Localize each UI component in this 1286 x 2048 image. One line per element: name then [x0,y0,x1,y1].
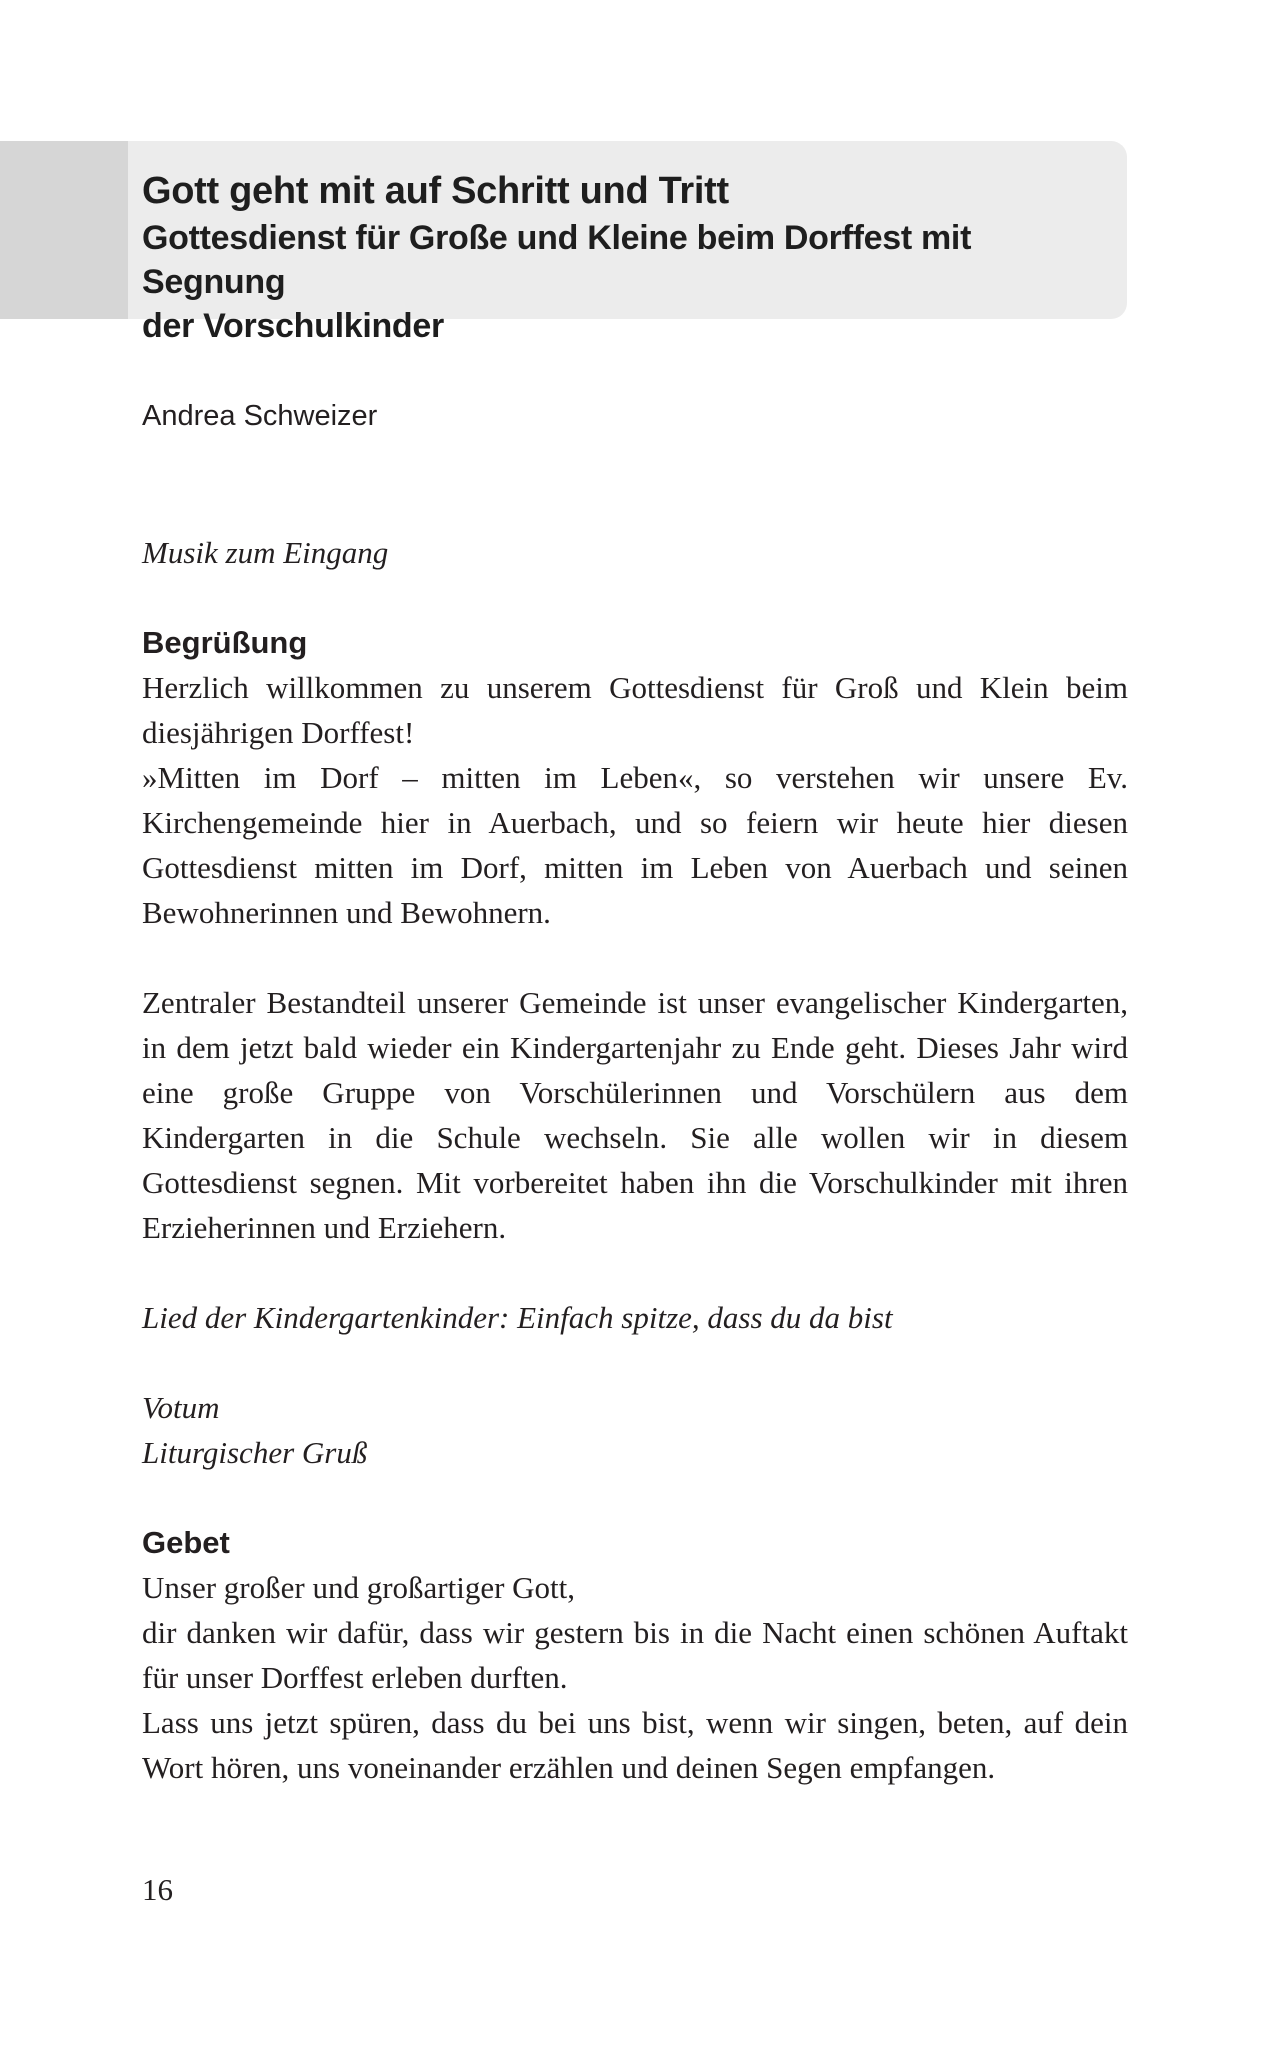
page-subtitle-line-2: der Vorschulkinder [142,307,444,345]
author-name: Andrea Schweizer [142,400,378,432]
prayer-paragraph-2: Lass uns jetzt spüren, dass du bei uns bist, wenn wir singen, beten, auf dein Wort hören, uns voneinander erzählen und deinen Segen empfangen. [142,1705,1128,1785]
music-entrance-cue: Musik zum Eingang [142,535,389,570]
page-subtitle-line-1: Gottesdienst für Große und Kleine beim Dorffest mit Segnung [142,219,972,301]
welcome-paragraph-3: Zentraler Bestandteil unserer Gemeinde ist unser evangelischer Kindergarten, in dem jetzt bald wieder ein Kindergartenjahr zu Ende geht. Dieses Jahr wird eine große Gruppe von Vorschülerinnen und Vorschülern aus dem Kindergarten in die Schule wechseln. Sie alle wollen wir in diesem Gottesdienst segnen. Mit vorbereitet haben ihn die Vorschulkinder mit ihren Erzieherinnen und Erziehern. [142,985,1128,1245]
main-content [142,530,1128,1790]
welcome-paragraph-1: Herzlich willkommen zu unserem Gottesdienst für Groß und Klein beim diesjährigen Dorffest! [142,670,1128,750]
prayer-heading: Gebet [142,1525,230,1560]
greeting-cue: Liturgischer Gruß [142,1435,368,1470]
page-title: Gott geht mit auf Schritt und Tritt [142,170,729,212]
votum-cue: Votum [142,1390,220,1425]
prayer-paragraph-1: dir danken wir dafür, dass wir gestern bis in die Nacht einen schönen Auftakt für unser Dorffest erleben durften. [142,1615,1128,1695]
song-cue: Lied der Kindergartenkinder: Einfach spitze, dass du da bist [142,1300,893,1335]
title-block [142,166,1102,348]
page-number: 16 [142,1872,173,1907]
welcome-heading: Begrüßung [142,625,308,660]
title-banner-tab [0,141,128,319]
welcome-paragraph-2: »Mitten im Dorf – mitten im Leben«, so verstehen wir unsere Ev. Kirchengemeinde hier in Auerbach, und so feiern wir heute hier diesen Gottesdienst mitten im Dorf, mitten im Leben von Auerbach und seinen Bewohnerinnen und Bewohnern. [142,760,1128,930]
prayer-line-1: Unser großer und großartiger Gott, [142,1570,576,1605]
